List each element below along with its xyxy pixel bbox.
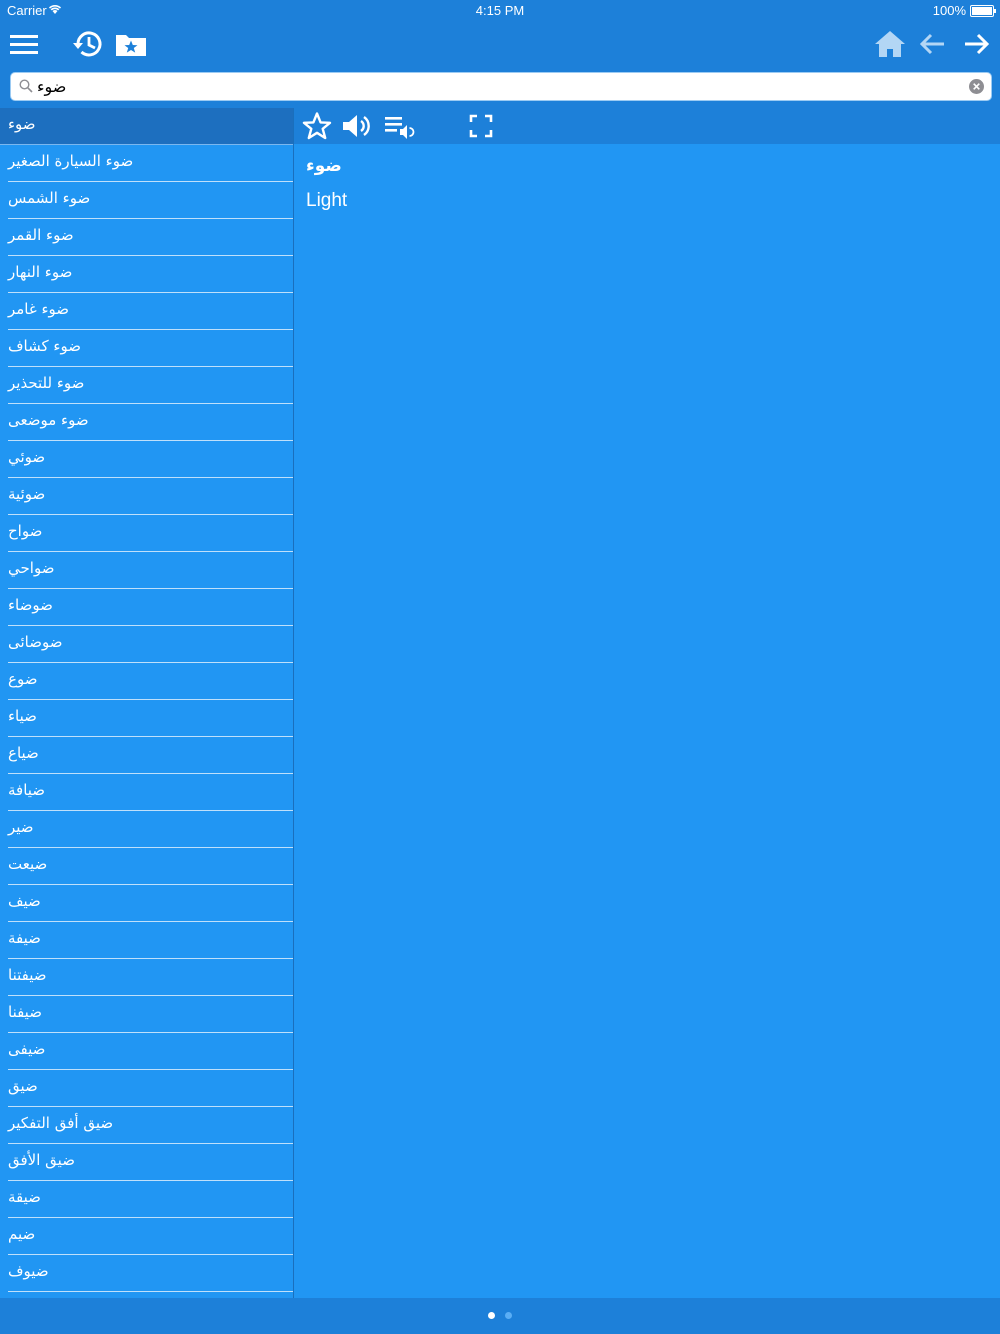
list-item-label: ضيف	[8, 892, 41, 910]
list-item-label: ضيق	[8, 1077, 38, 1095]
list-item[interactable]	[8, 330, 293, 367]
top-toolbar	[0, 22, 1000, 66]
playlist-audio-icon[interactable]	[383, 111, 415, 141]
menu-icon[interactable]	[6, 26, 42, 62]
list-item[interactable]	[8, 1144, 293, 1181]
list-item[interactable]	[8, 848, 293, 885]
list-item[interactable]	[8, 293, 293, 330]
detail-toolbar	[294, 108, 1000, 144]
carrier-label: Carrier	[7, 3, 47, 18]
list-item-label: ضياء	[8, 707, 37, 725]
list-item-label: ضوء السيارة الصغير	[8, 152, 134, 170]
list-item[interactable]	[8, 922, 293, 959]
list-item-selected[interactable]	[0, 108, 293, 145]
list-item-label: ضيم	[8, 1225, 36, 1243]
list-item-label: ضوضاء	[8, 596, 53, 614]
list-item[interactable]	[8, 1255, 293, 1292]
battery-percentage: 100%	[932, 3, 966, 18]
list-item-label: ضوء القمر	[8, 226, 74, 244]
list-item[interactable]	[8, 996, 293, 1033]
list-item-label: ضوع	[8, 670, 38, 688]
page-dot-active[interactable]	[488, 1312, 495, 1319]
list-item[interactable]	[8, 404, 293, 441]
list-item[interactable]	[8, 552, 293, 589]
list-item[interactable]	[8, 700, 293, 737]
list-item-label: ضيقة	[8, 1188, 41, 1206]
search-bar	[0, 66, 1000, 108]
home-icon[interactable]	[872, 26, 908, 62]
list-item[interactable]	[8, 885, 293, 922]
battery-icon	[970, 5, 994, 17]
translation: Light	[306, 190, 348, 211]
word-list	[0, 108, 294, 1298]
speaker-icon[interactable]	[340, 111, 372, 141]
history-icon[interactable]	[70, 26, 106, 62]
list-item-label: ضيفنا	[8, 1003, 42, 1021]
list-item[interactable]	[8, 145, 293, 182]
list-item-label: ضواحي	[8, 559, 55, 577]
clear-search-icon[interactable]	[969, 79, 984, 94]
list-item[interactable]	[8, 441, 293, 478]
list-item-label: ضيوف	[8, 1262, 49, 1280]
list-item[interactable]	[8, 589, 293, 626]
list-item-label: ضيعت	[8, 855, 48, 873]
page-dot[interactable]	[505, 1312, 512, 1319]
list-item[interactable]	[8, 1070, 293, 1107]
list-item-label: ضياع	[8, 744, 39, 762]
search-field	[10, 72, 992, 101]
list-item[interactable]	[8, 1218, 293, 1255]
list-item[interactable]	[8, 663, 293, 700]
list-item[interactable]	[8, 256, 293, 293]
list-item[interactable]	[8, 959, 293, 996]
list-item-label: ضيفى	[8, 1040, 46, 1058]
fullscreen-icon[interactable]	[465, 111, 497, 141]
list-item-label: ضوئي	[8, 448, 46, 466]
star-icon[interactable]	[301, 111, 333, 141]
list-item[interactable]	[8, 515, 293, 552]
list-item-label: ضيافة	[8, 781, 46, 799]
list-item-label: ضوئية	[8, 485, 46, 503]
list-item-label: ضيفتنا	[8, 966, 47, 984]
definition-panel	[306, 156, 986, 212]
list-item-label: ضوء	[8, 115, 36, 133]
list-item-label: ضوء موضعى	[8, 411, 89, 429]
list-item-label: ضيفة	[8, 929, 41, 947]
list-item-label: ضيق أفق التفكير	[8, 1114, 114, 1132]
list-item[interactable]	[8, 811, 293, 848]
pager-bar	[0, 1298, 1000, 1334]
list-item[interactable]	[8, 1107, 293, 1144]
list-item-label: ضوء للتحذير	[8, 374, 85, 392]
list-item-label: ضوء النهار	[8, 263, 73, 281]
list-item-label: ضوء الشمس	[8, 189, 91, 207]
list-item[interactable]	[8, 737, 293, 774]
list-item[interactable]	[8, 219, 293, 256]
list-item-label: ضير	[8, 818, 34, 836]
list-item-label: ضوضائى	[8, 633, 63, 651]
list-item[interactable]	[8, 478, 293, 515]
list-item-label: ضيق الأفق	[8, 1151, 75, 1169]
list-item[interactable]	[8, 626, 293, 663]
favorites-folder-icon[interactable]	[113, 26, 149, 62]
search-input[interactable]	[37, 75, 957, 98]
back-arrow-icon[interactable]	[915, 26, 951, 62]
clock: 4:15 PM	[475, 3, 525, 18]
list-item[interactable]	[8, 1033, 293, 1070]
forward-arrow-icon[interactable]	[958, 26, 994, 62]
search-icon	[19, 79, 33, 93]
list-item[interactable]	[8, 1181, 293, 1218]
list-item[interactable]	[8, 774, 293, 811]
list-item[interactable]	[8, 367, 293, 404]
list-item-label: ضواح	[8, 522, 43, 540]
list-item-label: ضوء كشاف	[8, 337, 81, 355]
list-item[interactable]	[8, 182, 293, 219]
status-bar	[0, 0, 1000, 22]
list-item-label: ضوء غامر	[8, 300, 70, 318]
headword: ضوء	[306, 156, 342, 176]
